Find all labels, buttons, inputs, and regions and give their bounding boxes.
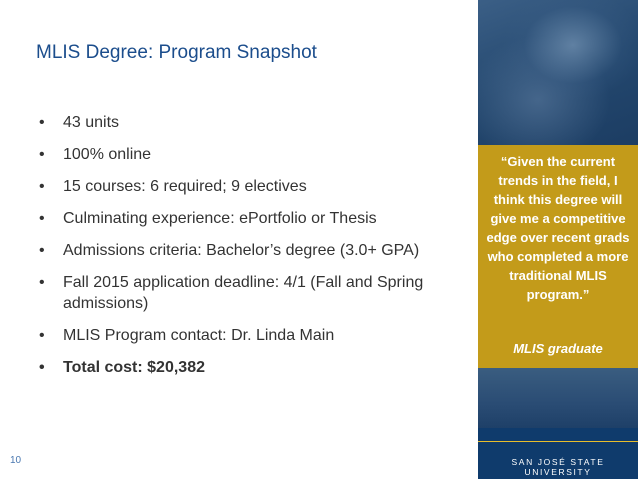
university-name: SAN JOSÉ STATE UNIVERSITY bbox=[511, 457, 605, 477]
bullet-text: Culminating experience: ePortfolio or Thesis bbox=[63, 210, 377, 227]
bullet-icon: • bbox=[39, 327, 45, 344]
bullet-icon: • bbox=[39, 178, 45, 195]
bullet-item bbox=[36, 240, 456, 261]
bullet-text: Admissions criteria: Bachelor’s degree (3.0+ GPA) bbox=[63, 242, 420, 259]
bullet-text: MLIS Program contact: Dr. Linda Main bbox=[63, 327, 335, 344]
bullet-icon: • bbox=[39, 114, 45, 131]
globe-image bbox=[478, 0, 638, 145]
footer-bar bbox=[478, 428, 638, 479]
globe-image-lower bbox=[478, 368, 638, 428]
footer-divider bbox=[478, 441, 638, 442]
bullet-item bbox=[36, 325, 456, 346]
bullet-item bbox=[36, 357, 456, 378]
bullet-icon: • bbox=[39, 359, 45, 376]
bullet-item bbox=[36, 176, 456, 197]
quote-attribution: MLIS graduate bbox=[513, 341, 603, 356]
bullet-icon: • bbox=[39, 242, 45, 259]
bullet-item bbox=[36, 112, 456, 133]
bullet-item bbox=[36, 272, 456, 314]
page-number: 10 bbox=[10, 455, 22, 466]
bullet-icon: • bbox=[39, 210, 45, 227]
bullet-text: 15 courses: 6 required; 9 electives bbox=[63, 178, 307, 195]
bullet-icon: • bbox=[39, 274, 45, 291]
bullet-icon: • bbox=[39, 146, 45, 163]
bullet-text: 43 units bbox=[63, 114, 120, 131]
slide-title: MLIS Degree: Program Snapshot bbox=[36, 42, 317, 63]
testimonial-quote: “Given the current trends in the field, I think this degree will give me a competitive edge over recent grads who completed a more traditional MLIS program.” bbox=[486, 154, 630, 302]
quote-box bbox=[478, 145, 638, 368]
bullet-text: 100% online bbox=[63, 146, 152, 163]
bullet-list bbox=[36, 112, 456, 378]
bullet-item bbox=[36, 144, 456, 165]
bullet-text: Total cost: $20,382 bbox=[63, 359, 205, 376]
sidebar-panel bbox=[478, 0, 638, 479]
bullet-text: Fall 2015 application deadline: 4/1 (Fall and Spring admissions) bbox=[63, 274, 424, 312]
bullet-item bbox=[36, 208, 456, 229]
